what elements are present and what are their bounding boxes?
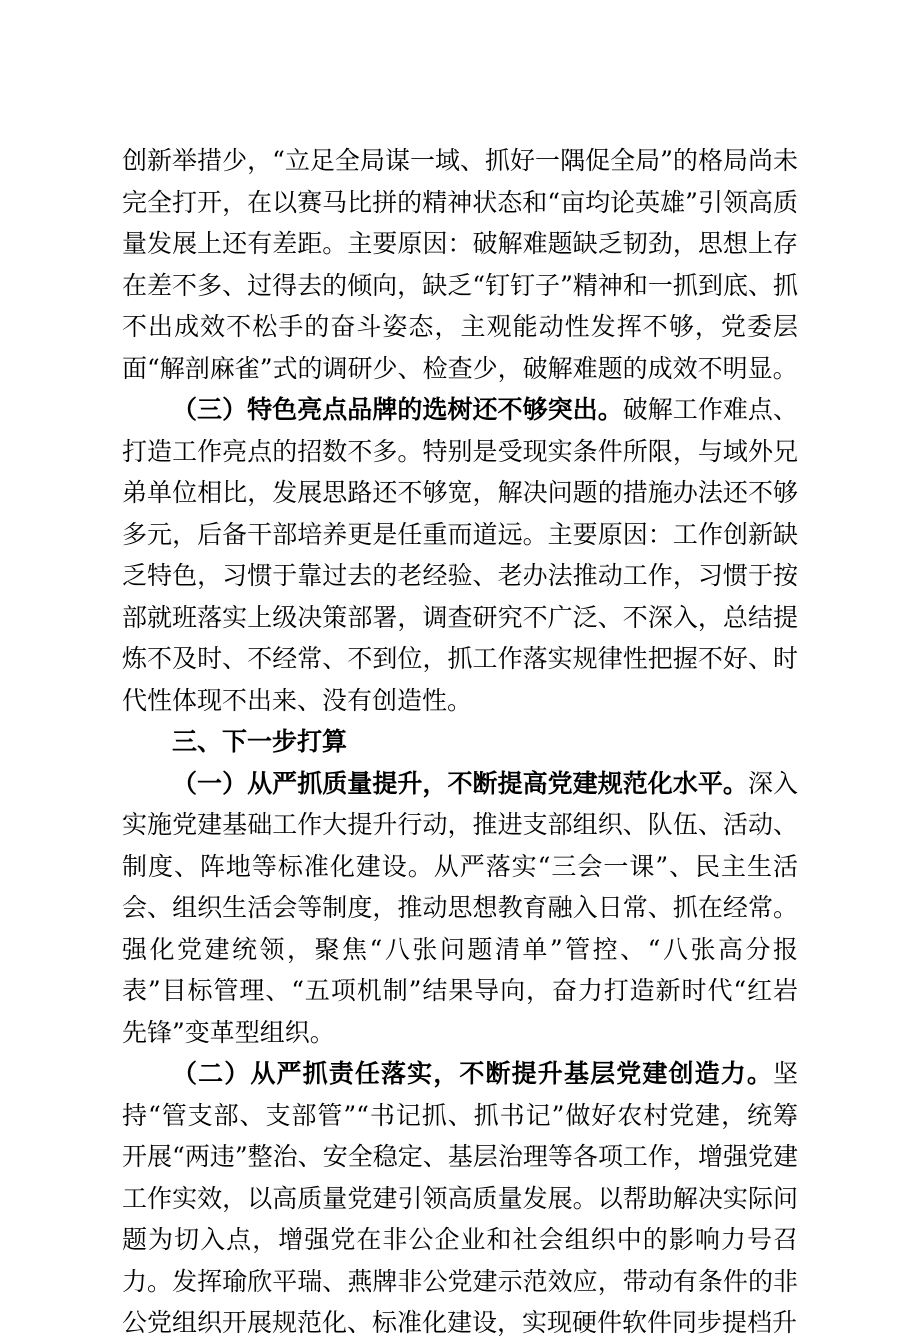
document-body [122,140,798,1344]
paragraph-2 [122,389,798,721]
paragraph-4-text: 坚持“管支部、支部管”“书记抓、抓书记”做好农村党建，统筹开展“两违”整治、安全稳定、基层治理等各项工作，增强党建工作实效，以高质量党建引领高质量发展。以帮助解决实际问题为切入点，增强党在非公企业和社会组织中的影响力号召力。发挥瑜欣平瑞、燕牌非公党建示范效应，带动有条件的非公党组织开展规范化、标准化建设，实现硬件软件同步提档升 [122,1059,798,1337]
section-3-heading: 三、下一步打算 [172,727,348,756]
paragraph-1-text: 创新举措少，“立足全局谋一域、抓好一隅促全局”的格局尚未完全打开，在以赛马比拼的精神状态和“亩均论英雄”引领高质量发展上还有差距。主要原因：破解难题缺乏韧劲，思想上存在差不多、过得去的倾向，缺乏“钉钉子”精神和一抓到底、抓不出成效不松手的奋斗姿态，主观能动性发挥不够，党委层面“解剖麻雀”式的调研少、检查少，破解难题的成效不明显。 [122,146,798,383]
paragraph-4-heading: （二）从严抓责任落实，不断提升基层党建创造力。 [172,1059,773,1088]
paragraph-4 [122,1053,798,1344]
paragraph-2-heading: （三）特色亮点品牌的选树还不够突出。 [172,395,623,424]
paragraph-2-text: 破解工作难点、打造工作亮点的招数不多。特别是受现实条件所限，与域外兄弟单位相比，发展思路还不够宽，解决问题的措施办法还不够多元，后备干部培养更是任重而道远。主要原因：工作创新缺乏特色，习惯于靠过去的老经验、老办法推动工作，习惯于按部就班落实上级决策部署，调查研究不广泛、不深入，总结提炼不及时、不经常、不到位，抓工作落实规律性把握不好、时代性体现不出来、没有创造性。 [122,395,798,715]
paragraph-3-heading: （一）从严抓质量提升，不断提高党建规范化水平。 [172,768,748,798]
paragraph-3 [122,763,798,1054]
paragraph-3-text: 深入实施党建基础工作大提升行动，推进支部组织、队伍、活动、制度、阵地等标准化建设。从严落实“三会一课”、民主生活会、组织生活会等制度，推动思想教育融入日常、抓在经常。强化党建统领，聚焦“八张问题清单”管控、“八张高分报表”目标管理、“五项机制”结果导向，奋力打造新时代“红岩先锋”变革型组织。 [122,768,798,1047]
paragraph-1 [122,140,798,389]
